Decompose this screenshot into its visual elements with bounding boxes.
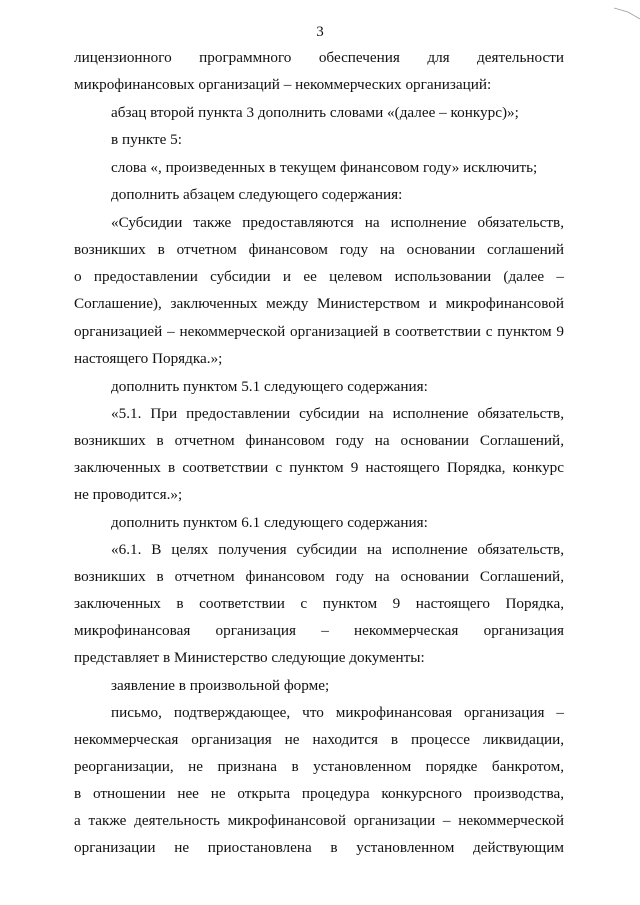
text-line: абзац второй пункта 3 дополнить словами «(далее – конкурс)»; bbox=[111, 104, 519, 121]
text-line: лицензионного программного обеспечения для деятельности bbox=[74, 49, 564, 66]
text-line: «Субсидии также предоставляются на исполнение обязательств, bbox=[111, 214, 564, 231]
text-line: Соглашение), заключенных между Министерством и микрофинансовой bbox=[74, 295, 564, 312]
text-line: настоящего Порядка.»; bbox=[74, 350, 223, 367]
text-line: микрофинансовых организаций – некоммерческих организаций: bbox=[74, 76, 492, 93]
text-line: о предоставлении субсидии и ее целевом использовании (далее – bbox=[74, 268, 564, 285]
text-line: «5.1. При предоставлении субсидии на исполнение обязательств, bbox=[111, 405, 564, 422]
text-line: в пункте 5: bbox=[111, 131, 182, 148]
text-line: дополнить пунктом 5.1 следующего содержания: bbox=[111, 378, 428, 395]
scan-corner-mark bbox=[614, 6, 640, 20]
text-line: заключенных в соответствии с пунктом 9 настоящего Порядка, конкурс bbox=[74, 459, 564, 476]
text-line: организации не приостановлена в установленном действующим bbox=[74, 839, 564, 856]
text-line: слова «, произведенных в текущем финансовом году» исключить; bbox=[111, 159, 538, 176]
text-line: заявление в произвольной форме; bbox=[111, 677, 330, 694]
text-line: не проводится.»; bbox=[74, 486, 183, 503]
text-line: некоммерческая организация не находится в процессе ликвидации, bbox=[74, 731, 564, 748]
text-line: письмо, подтверждающее, что микрофинансовая организация – bbox=[111, 704, 564, 721]
text-line: микрофинансовая организация – некоммерческая организация bbox=[74, 622, 564, 639]
text-line: организацией – некоммерческой организацией в соответствии с пунктом 9 bbox=[74, 323, 564, 340]
text-line: дополнить пунктом 6.1 следующего содержания: bbox=[111, 514, 428, 531]
page-number: 3 bbox=[316, 24, 324, 40]
text-line: реорганизации, не признана в установленном порядке банкротом, bbox=[74, 758, 564, 775]
text-line: заключенных в соответствии с пунктом 9 настоящего Порядка, bbox=[74, 595, 564, 612]
text-line: возникших в отчетном финансовом году на основании Соглашений, bbox=[74, 568, 564, 585]
text-line: а также деятельность микрофинансовой организации – некоммерческой bbox=[74, 812, 564, 829]
text-line: возникших в отчетном финансовом году на основании Соглашений, bbox=[74, 432, 564, 449]
text-line: возникших в отчетном финансовом году на основании соглашений bbox=[74, 241, 564, 258]
text-line: в отношении нее не открыта процедура конкурсного производства, bbox=[74, 785, 564, 802]
text-line: представляет в Министерство следующие документы: bbox=[74, 649, 425, 666]
text-line: дополнить абзацем следующего содержания: bbox=[111, 186, 403, 203]
text-line: «6.1. В целях получения субсидии на исполнение обязательств, bbox=[111, 541, 564, 558]
